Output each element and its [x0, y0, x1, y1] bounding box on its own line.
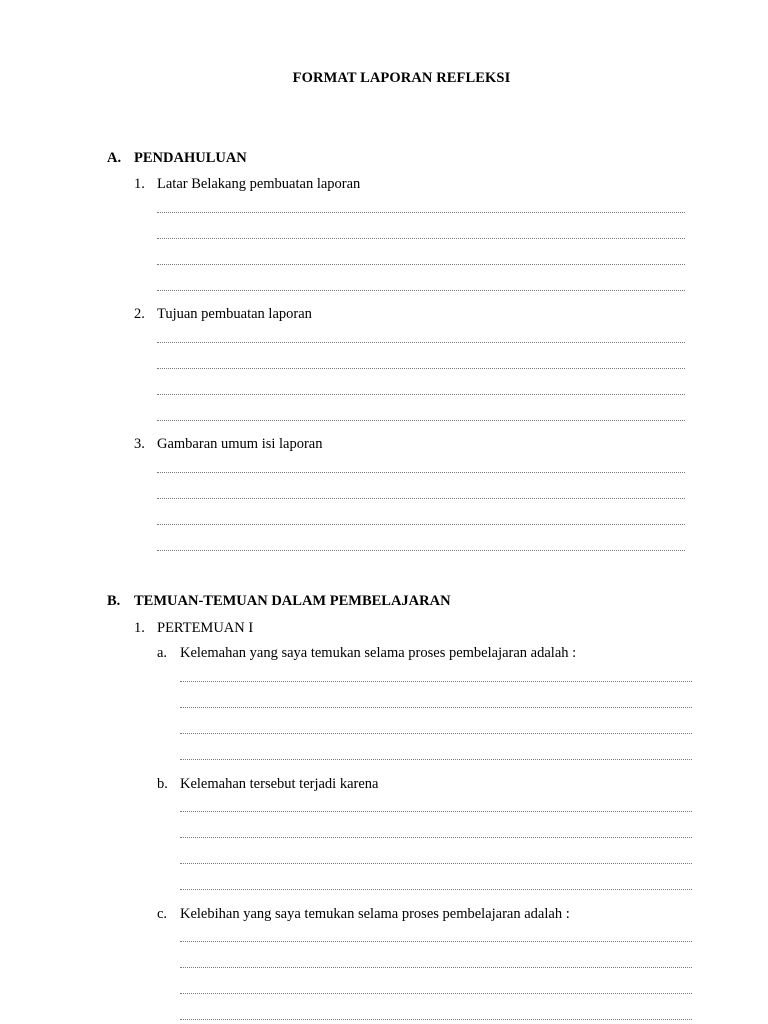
subitem-b-text: Kelemahan tersebut terjadi karena — [180, 776, 379, 792]
section-b-heading: TEMUAN-TEMUAN DALAM PEMBELAJARAN — [134, 593, 451, 609]
dotted-answer-line — [157, 498, 685, 499]
dotted-answer-line — [180, 863, 692, 864]
item-a1-marker: 1. — [134, 176, 145, 192]
section-a-marker: A. — [107, 150, 122, 166]
dotted-answer-line — [180, 889, 692, 890]
subitem-a-text: Kelemahan yang saya temukan selama proses pembelajaran adalah : — [180, 645, 577, 661]
dotted-answer-line — [180, 733, 692, 734]
dotted-answer-line — [157, 368, 685, 369]
item-a2-marker: 2. — [134, 306, 145, 322]
subitem-b-marker: b. — [157, 776, 168, 792]
dotted-answer-line — [157, 264, 685, 265]
dotted-answer-line — [157, 420, 685, 421]
dotted-answer-line — [157, 238, 685, 239]
dotted-answer-line — [157, 472, 685, 473]
dotted-answer-line — [180, 941, 692, 942]
dotted-answer-line — [157, 212, 685, 213]
subitem-c-marker: c. — [157, 906, 168, 922]
dotted-answer-line — [180, 759, 692, 760]
dotted-answer-line — [180, 967, 692, 968]
section-b-marker: B. — [107, 593, 121, 609]
dotted-answer-line — [180, 681, 692, 682]
dotted-answer-line — [157, 290, 685, 291]
dotted-answer-line — [157, 550, 685, 551]
dotted-answer-line — [180, 707, 692, 708]
item-a2-text: Tujuan pembuatan laporan — [157, 306, 312, 322]
item-a3-marker: 3. — [134, 436, 145, 452]
dotted-answer-line — [180, 1019, 692, 1020]
dotted-answer-line — [180, 993, 692, 994]
dotted-answer-line — [180, 837, 692, 838]
dotted-answer-line — [157, 342, 685, 343]
dotted-answer-line — [157, 394, 685, 395]
dotted-answer-line — [180, 811, 692, 812]
section-a-heading: PENDAHULUAN — [134, 150, 247, 166]
item-a1-text: Latar Belakang pembuatan laporan — [157, 176, 361, 192]
item-a3-text: Gambaran umum isi laporan — [157, 436, 323, 452]
subitem-a-marker: a. — [157, 645, 168, 661]
subitem-c-text: Kelebihan yang saya temukan selama proses pembelajaran adalah : — [180, 906, 570, 922]
document-title: FORMAT LAPORAN REFLEKSI — [292, 70, 511, 86]
dotted-answer-line — [157, 524, 685, 525]
item-b1-text: PERTEMUAN I — [157, 620, 254, 636]
item-b1-marker: 1. — [134, 620, 145, 636]
